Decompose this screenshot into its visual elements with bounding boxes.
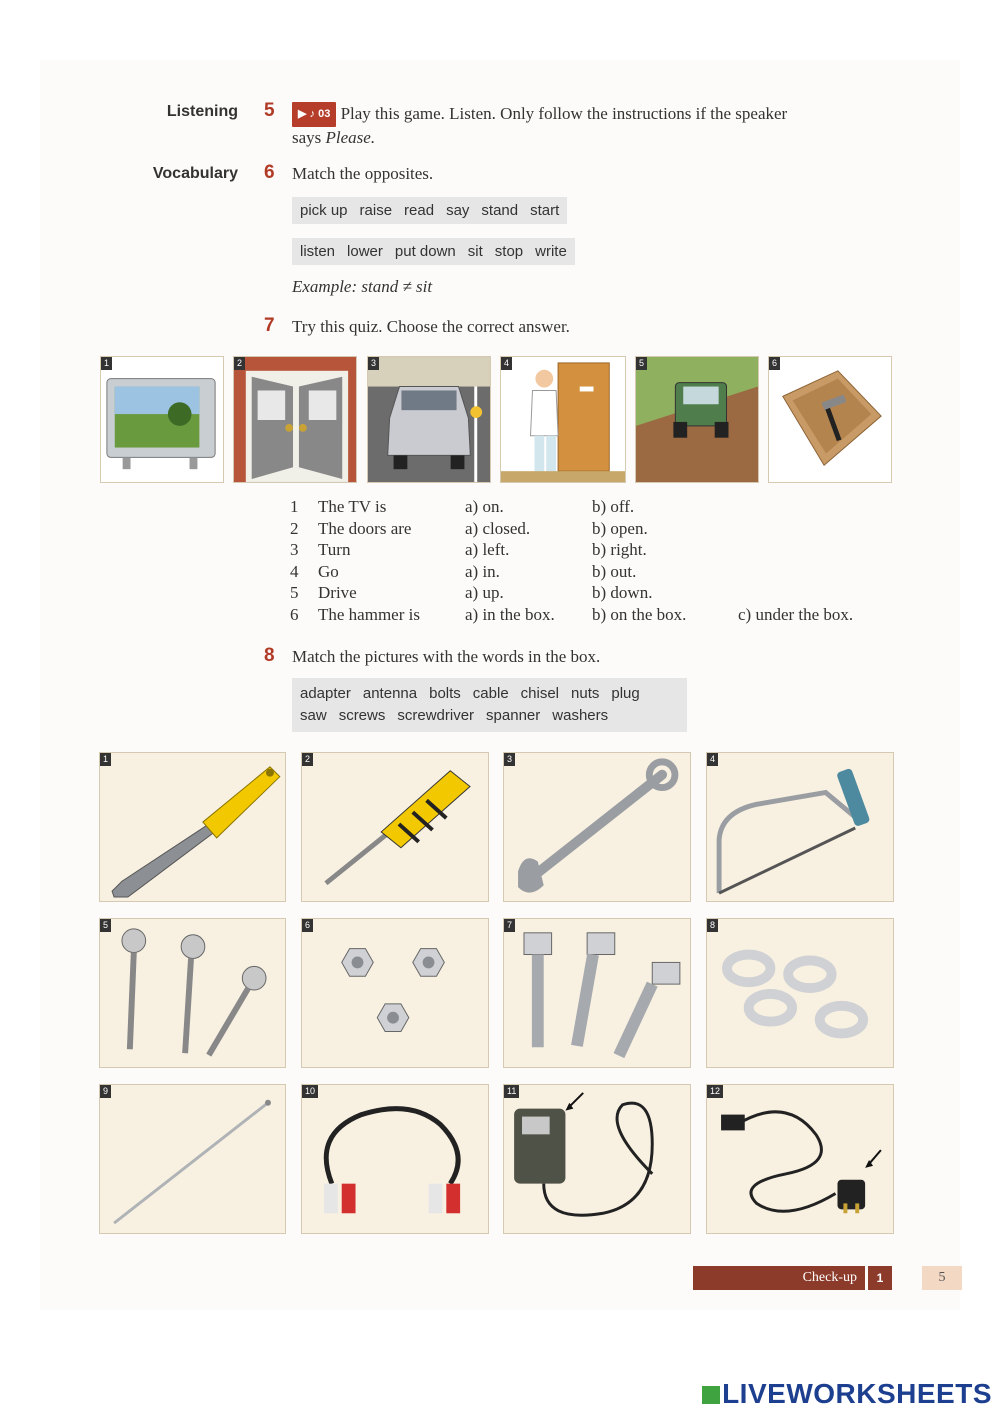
opposites-word-box-2: listen lower put down sit stop write [292,238,575,265]
tool-picture-nuts: 6 [301,918,489,1068]
logo-grid-icon [702,1386,720,1404]
quiz-picture-hammer-box: 6 [768,356,892,483]
option-a[interactable]: a) up. [465,583,504,602]
quiz-row: 2 The doors are a) closed. b) open. [290,518,648,538]
quiz-row: 6 The hammer is a) in the box. b) on the box. c) under the box. [290,604,854,624]
quiz-picture-door-person: 4 [500,356,626,483]
quiz-row: 4 Go a) in. b) out. [290,561,637,581]
tool-picture-screws: 5 [99,918,286,1068]
option-a[interactable]: a) on. [465,497,504,516]
tools-word-box: adapter antenna bolts cable chisel nuts plug saw screws screwdriver spanner washers [292,678,687,732]
footer-section-title: Check-up [693,1266,865,1290]
exercise-5-instructions: ▶ ♪ 03 Play this game. Listen. Only follow the instructions if the speaker says Please. [292,104,788,147]
quiz-row: 5 Drive a) up. b) down. [290,583,653,602]
option-b[interactable]: b) off. [592,497,635,516]
tool-picture-saw: 4 [706,752,894,902]
tool-picture-cable: 10 [301,1084,489,1234]
quiz-picture-jeep: 5 [635,356,759,483]
option-b[interactable]: b) out. [592,561,637,581]
tool-picture-screwdriver: 2 [301,752,489,902]
quiz-picture-car: 3 [367,356,491,483]
option-b[interactable]: b) right. [592,540,647,559]
quiz-list [290,497,890,627]
quiz-row: 3 Turn a) left. b) right. [290,540,647,559]
option-a[interactable]: a) closed. [465,518,531,538]
footer-unit-number: 1 [868,1266,892,1290]
exercise-number-6: 6 [264,162,275,183]
section-label-listening: Listening [166,103,238,120]
page-number: 5 [922,1266,962,1290]
section-label-vocabulary: Vocabulary [152,165,238,182]
option-b[interactable]: b) open. [592,518,648,538]
audio-track-badge[interactable]: ▶ ♪ 03 [292,102,336,127]
tool-picture-chisel: 1 [99,752,286,902]
example-text: Example: stand ≠ sit [292,277,433,296]
exercise-number-5: 5 [264,100,275,121]
tool-picture-spanner: 3 [503,752,691,902]
opposites-word-box-1: pick up raise read say stand start [292,197,567,224]
quiz-picture-doors: 2 [233,356,357,483]
exercise-number-8: 8 [264,645,275,666]
option-a[interactable]: a) in. [465,561,500,581]
quiz-row: 1 The TV is a) on. b) off. [290,497,635,516]
exercise-8-instructions: Match the pictures with the words in the box. [292,647,601,666]
tool-picture-washers: 8 [706,918,894,1068]
exercise-6-instructions: Match the opposites. [292,164,434,183]
option-b[interactable]: b) down. [592,583,653,602]
quiz-picture-tv: 1 [100,356,224,483]
tool-picture-antenna: 9 [99,1084,286,1234]
tool-picture-adapter: 11 [503,1084,691,1234]
tool-picture-bolts: 7 [503,918,691,1068]
option-a[interactable]: a) left. [465,540,510,559]
option-a[interactable]: a) in the box. [465,604,555,624]
option-c[interactable]: c) under the box. [738,604,854,624]
tool-picture-plug: 12 [706,1084,894,1234]
liveworksheets-logo[interactable]: LIVEWORKSHEETS [702,1378,992,1410]
exercise-7-instructions: Try this quiz. Choose the correct answer. [292,317,570,336]
option-b[interactable]: b) on the box. [592,604,687,624]
exercise-number-7: 7 [264,315,275,336]
